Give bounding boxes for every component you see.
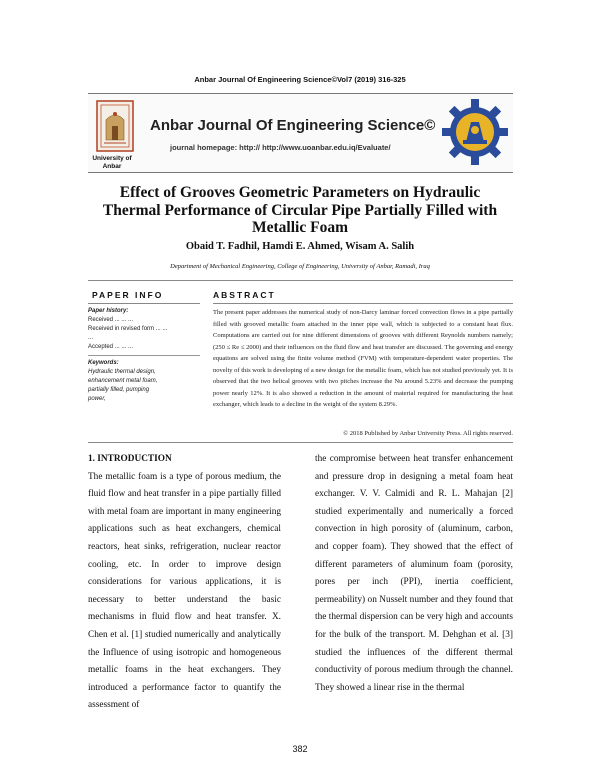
keywords-line: power, — [88, 396, 106, 402]
revised-date: Received in revised form ... ... — [88, 326, 168, 332]
abstract-text: The present paper addresses the numerical study of non-Darcy laminar forced convection flows in a pipe partially filled with grooved metallic foam attached in the inner pipe wall, which is subjected to a constant heat flux. Computations are carried out for nine different dimensions of grooves with different Reynolds numbers namely; (250 ≤ Re ≤ 2000) and their influences on the fluid flow and heat transfer are discussed. The governing and energy equations are solved using the finite volume method (FVM) with temperature-dependent water properties. The novelty of this work is developing of a new design for the metallic foam, which has not studied previously yet. It is observed that the two helical grooves with two pitches increase the Nu around 5.23% and decrease the pumping power nearly 12%. It is also showed a reduction in the amount of material required for manufacturing the heat exchanger, which leads to a decline in the weight of the system 8.29%. — [213, 309, 513, 408]
paper-authors: Obaid T. Fadhil, Hamdi E. Ahmed, Wisam A. Salih — [185, 241, 415, 252]
paper-affiliation: Department of Mechanical Engineering, College of Engineering, University of Anbar, Ramadi, Iraq — [170, 263, 430, 270]
accepted-date: Accepted ... ... ... — [88, 344, 134, 350]
journal-title: Anbar Journal Of Engineering Science© — [150, 117, 436, 134]
body-column-right — [315, 451, 513, 697]
keywords-line: partially filled, pumping — [88, 387, 150, 393]
paper-title-line1: Effect of Grooves Geometric Parameters on Hydraulic — [119, 184, 481, 201]
divider-abstract — [213, 303, 513, 304]
revised-date-cont: ... — [88, 335, 94, 341]
paper-info-box — [88, 307, 200, 404]
journal-homepage-link[interactable]: journal homepage: http:// http://www.uoanbar.edu.iq/Evaluate/ — [170, 143, 391, 152]
university-seal-icon — [96, 100, 134, 152]
paper-title — [80, 184, 520, 237]
introduction-paragraph-cont: the compromise between heat transfer enhancement and pressure drop in designing a metal foam heat exchanger. V. V. Calmidi and R. L. Mahajan [2] studied experimentally and numerically a forced convection in high porosity of (aluminum, carbon, and copper foam). They showed that the effect of different parameters of aluminum foam (porosity, pores per inch (PPI), inertia coefficient, permeability) on Nusselt number and they found that the thermal dispersion can be very high and accounts for the bulk of the transport. M. Dehghan et al. [3] studied the influences of the different thermal conductivity of porous medium through the channel. They showed a linear rise in the thermal — [315, 454, 513, 693]
paper-history-heading: Paper history: — [88, 308, 129, 314]
paper-info-heading: PAPER INFO — [92, 290, 164, 300]
received-date: Received ... ... ... — [88, 317, 134, 323]
divider-info — [88, 303, 200, 304]
university-label — [88, 155, 136, 171]
university-label-line2: Anbar — [102, 163, 122, 170]
paper-title-line2: Thermal Performance of Circular Pipe Partially Filled with — [102, 201, 498, 219]
abstract-heading: ABSTRACT — [213, 290, 276, 300]
divider-top — [88, 280, 513, 281]
gear-engineering-emblem-icon — [440, 96, 510, 168]
university-label-line1: University of — [92, 155, 132, 162]
introduction-paragraph: The metallic foam is a type of porous medium, the fluid flow and heat transfer in a pipe partially filled with metal foam are important in many engineering applications such as heat exchangers, chemical reactors, heat sinks, refrigeration, nuclear reactor cooling, etc. In order to improve design considerations for various applications, it is necessary to better understand the basic mechanisms in fluid flow and heat transfer. X. Chen et al. [1] studied numerically and analytically the Influence of using isotropic and homogeneous metallic foams in the heat exchangers. They introduced a performance factor to quantify the assessment of — [88, 471, 281, 711]
introduction-heading: 1. INTRODUCTION — [88, 454, 172, 464]
page-number: 382 — [292, 744, 308, 754]
running-head: Anbar Journal Of Engineering Science©Vol7 (2019) 316-325 — [194, 75, 406, 84]
keywords-line: Hydraulic thermal design, — [88, 369, 156, 375]
divider-bottom — [88, 442, 513, 443]
body-column-left — [88, 451, 281, 715]
keywords-heading: Keywords: — [88, 360, 119, 366]
keywords-divider — [88, 355, 200, 356]
keywords-line: enhancement metal foam, — [88, 378, 158, 384]
copyright-notice: © 2018 Published by Anbar University Press. All rights reserved. — [343, 430, 513, 437]
paper-title-line3: Metallic Foam — [252, 219, 348, 236]
